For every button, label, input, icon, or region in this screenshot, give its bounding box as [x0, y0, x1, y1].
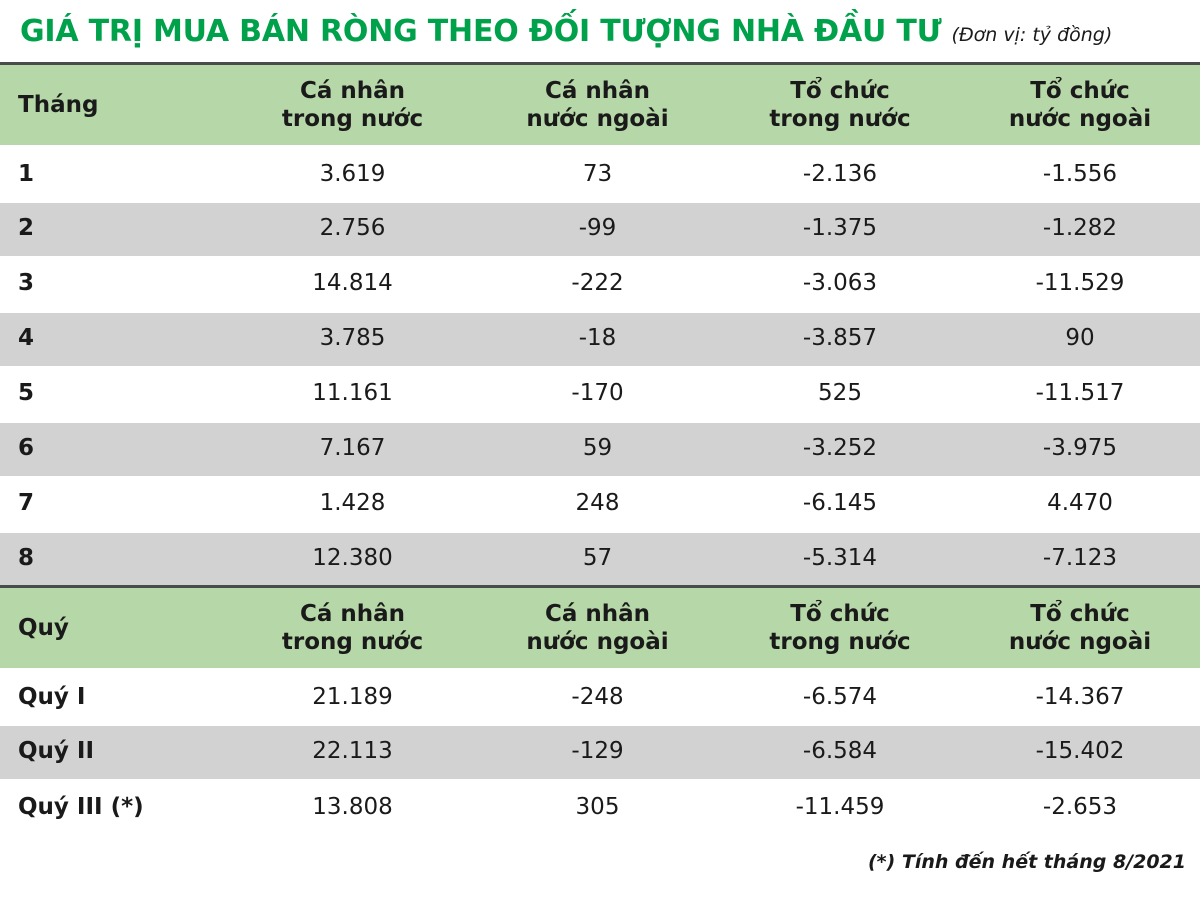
- cell-local-institution: -6.574: [720, 670, 960, 725]
- table-row: [0, 367, 1200, 422]
- cell-local-individual: 3.619: [230, 147, 475, 202]
- header-col-foreign-individual-q: [475, 587, 720, 670]
- unit-note: (Đơn vị: tỷ đồng): [951, 24, 1113, 46]
- header-col-local-individual-q: [230, 587, 475, 670]
- cell-foreign-institution: -11.517: [960, 367, 1200, 422]
- row-label: 2: [0, 202, 230, 257]
- footnote: (*) Tính đến hết tháng 8/2021: [867, 850, 1186, 873]
- header-col-foreign-individual-q-line2: nước ngoài: [526, 629, 669, 656]
- row-label: 1: [0, 147, 230, 202]
- page-title: [0, 0, 1200, 62]
- table-row: [0, 312, 1200, 367]
- table-row: [0, 780, 1200, 835]
- cell-local-institution: -3.063: [720, 257, 960, 312]
- row-label: 3: [0, 257, 230, 312]
- cell-local-institution: -11.459: [795, 793, 885, 820]
- cell-foreign-individual: -129: [475, 725, 720, 780]
- row-label: 4: [0, 312, 230, 367]
- cell-local-individual: 1.428: [230, 477, 475, 532]
- cell-local-individual: 22.113: [230, 725, 475, 780]
- header-col-local-individual-q-line2: trong nước: [281, 629, 424, 656]
- header-col-foreign-institution-q: [960, 587, 1200, 670]
- header-col-local-institution-line2: trong nước: [769, 106, 911, 133]
- cell-foreign-individual: 59: [475, 422, 720, 477]
- header-col-local-institution: [720, 64, 960, 147]
- header-col-foreign-institution-line1: Tổ chức: [1030, 78, 1130, 104]
- table-row: [0, 422, 1200, 477]
- cell-foreign-individual: -222: [475, 257, 720, 312]
- cell-local-institution: -6.145: [720, 477, 960, 532]
- table-row: [0, 202, 1200, 257]
- cell-local-institution: 525: [720, 367, 960, 422]
- row-label: Quý I: [0, 670, 230, 725]
- table-row: [0, 532, 1200, 587]
- cell-local-institution: -1.375: [720, 202, 960, 257]
- header-col-local-individual: [230, 64, 475, 147]
- header-col-foreign-individual-q-line1: Cá nhân: [544, 601, 651, 628]
- cell-local-individual: 21.189: [230, 670, 475, 725]
- header-col-foreign-individual: [475, 64, 720, 147]
- header-col-foreign-institution-q-line2: nước ngoài: [1008, 629, 1152, 656]
- cell-local-individual: 11.161: [230, 367, 475, 422]
- cell-local-institution: -3.252: [720, 422, 960, 477]
- cell-foreign-institution: -1.556: [960, 147, 1200, 202]
- table-row: [0, 147, 1200, 202]
- row-label: 6: [0, 422, 230, 477]
- row-label: 7: [0, 477, 230, 532]
- cell-local-individual: 7.167: [230, 422, 475, 477]
- cell-foreign-individual: 57: [582, 545, 613, 572]
- cell-local-institution: -5.314: [802, 545, 878, 572]
- header-col-foreign-institution: [960, 64, 1200, 147]
- net-trading-value-table: [0, 62, 1200, 835]
- header-row-label-month: Tháng: [0, 64, 230, 147]
- cell-foreign-institution: 4.470: [960, 477, 1200, 532]
- cell-foreign-institution: -2.653: [1042, 793, 1118, 820]
- table-header-monthly: [0, 64, 1200, 147]
- table-row: [0, 257, 1200, 312]
- cell-foreign-institution: -14.367: [960, 670, 1200, 725]
- header-col-local-institution-q-line2: trong nước: [769, 629, 911, 656]
- cell-foreign-individual: 305: [575, 793, 620, 820]
- header-row-label-quarter: Quý: [0, 587, 230, 670]
- cell-foreign-individual: -99: [475, 202, 720, 257]
- cell-local-individual: 12.380: [312, 545, 393, 572]
- cell-local-institution: -2.136: [720, 147, 960, 202]
- table-row: [0, 477, 1200, 532]
- cell-foreign-institution: -7.123: [1042, 545, 1118, 572]
- header-col-local-institution-q-line1: Tổ chức: [790, 601, 890, 628]
- cell-local-institution: -3.857: [720, 312, 960, 367]
- table-row: [0, 670, 1200, 725]
- cell-foreign-individual: 73: [475, 147, 720, 202]
- table-row: [0, 725, 1200, 780]
- cell-foreign-individual: 248: [475, 477, 720, 532]
- row-label: Quý III (*): [18, 793, 144, 820]
- header-col-foreign-individual-line2: nước ngoài: [526, 106, 669, 133]
- cell-foreign-institution: -15.402: [960, 725, 1200, 780]
- cell-foreign-individual: -170: [475, 367, 720, 422]
- header-col-local-individual-q-line1: Cá nhân: [299, 601, 406, 628]
- cell-foreign-institution: -11.529: [960, 257, 1200, 312]
- header-col-foreign-individual-line1: Cá nhân: [544, 78, 651, 104]
- cell-local-institution: -6.584: [720, 725, 960, 780]
- table-header-quarterly: [0, 587, 1200, 670]
- header-col-local-individual-line2: trong nước: [281, 106, 424, 133]
- header-col-local-individual-line1: Cá nhân: [299, 78, 406, 104]
- header-col-foreign-institution-line2: nước ngoài: [1008, 106, 1152, 133]
- cell-local-individual: 14.814: [230, 257, 475, 312]
- header-col-local-institution-q: [720, 587, 960, 670]
- cell-local-individual: 2.756: [230, 202, 475, 257]
- row-label: Quý II: [0, 725, 230, 780]
- cell-foreign-institution: -3.975: [960, 422, 1200, 477]
- cell-foreign-individual: -248: [475, 670, 720, 725]
- cell-local-individual: 3.785: [230, 312, 475, 367]
- page-title-text: GIÁ TRỊ MUA BÁN RÒNG THEO ĐỐI TƯỢNG NHÀ ĐẦU TƯ: [20, 14, 942, 49]
- cell-foreign-institution: 90: [960, 312, 1200, 367]
- cell-foreign-individual: -18: [475, 312, 720, 367]
- cell-foreign-institution: -1.282: [960, 202, 1200, 257]
- header-col-foreign-institution-q-line1: Tổ chức: [1030, 601, 1130, 628]
- header-col-local-institution-line1: Tổ chức: [790, 78, 890, 104]
- cell-local-individual: 13.808: [312, 793, 393, 820]
- row-label: 5: [0, 367, 230, 422]
- row-label: 8: [18, 545, 35, 572]
